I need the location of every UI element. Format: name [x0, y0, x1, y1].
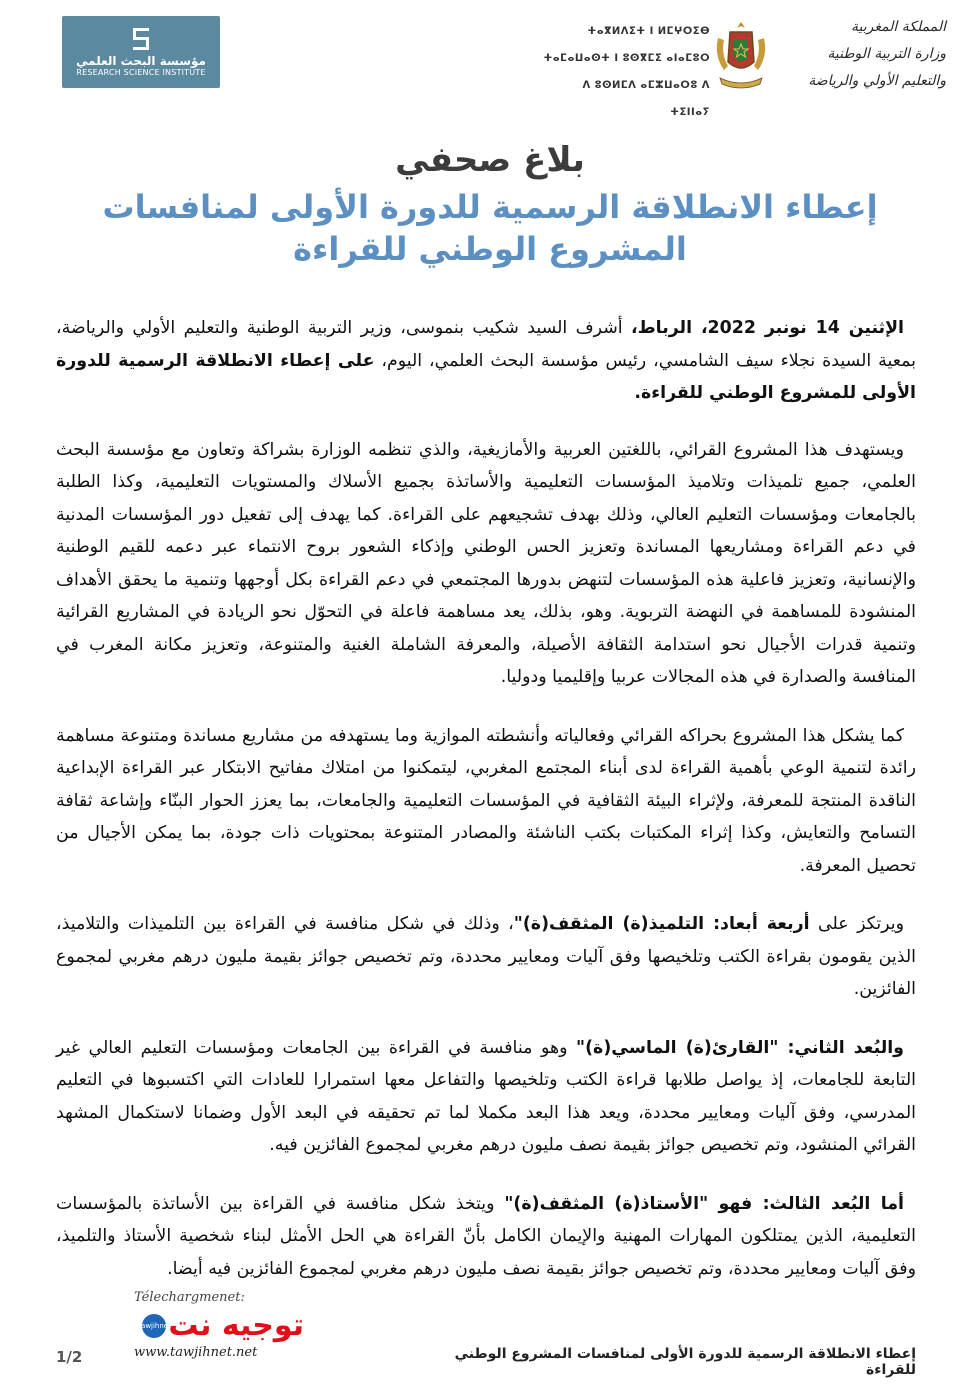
dimension-three-title: أما البُعد الثالث: فهو "الأستاذ(ة) المثقف(ة)" [504, 1193, 904, 1214]
watermark-logo [134, 1309, 304, 1343]
subtitle-line-1: إعطاء الانطلاقة الرسمية للدورة الأولى لمنافسات [102, 188, 878, 226]
tifinagh-line: ⵜⴰⵎⴰⵡⴰⵙⵜ ⵏ ⵓⵙⴳⵎⵉ ⴰⵏⴰⵎⵓⵔ [543, 53, 710, 64]
intro-highlight: على إعطاء الانطلاقة الرسمية للدورة الأولى للمشروع الوطني للقراءة. [56, 350, 916, 403]
title-block [80, 138, 900, 270]
institute-name-english: RESEARCH SCIENCE INSTITUTE [76, 67, 206, 77]
paragraph-dimension-two [56, 1032, 916, 1162]
moroccan-coat-of-arms-icon [712, 18, 770, 92]
page-subtitle [80, 186, 900, 270]
page-title: بلاغ صحفي [395, 140, 585, 180]
dimension-one-text: ، وذلك في شكل منافسة في القراءة بين التلميذات والتلاميذ، الذين يقومون بقراءة الكتب وتلخيصها وفق آليات ومعايير محددة، وتم تخصيص جوائز بقيمة مليون درهم مغربي لمجموع الفائزين. [56, 914, 916, 999]
dimension-three-text: ويتخذ شكل منافسة في القراءة بين الأساتذة بالمؤسسات التعليمية، الذين يمتلكون المهارات المهنية والإيمان الكامل بأنّ القراءة هي الحل الأمثل لبناء شخصية الأستاذ والتلميذ، وفق آليات ومعايير محددة، وتم تخصيص جوائز بقيمة نصف مليون درهم مغربي لمجموع الفائزين فيه أيضا. [56, 1193, 916, 1279]
ministry-name [770, 14, 946, 95]
watermark-url: www.tawjihnet.net [134, 1345, 258, 1360]
dimension-one-intro: ويرتكز على [809, 914, 904, 934]
tifinagh-ministry-name [540, 18, 710, 126]
ministry-line: والتعليم الأولي والرياضة [808, 73, 946, 89]
paragraph-dimension-three [56, 1188, 916, 1286]
watermark-word: توجيه نت [168, 1308, 304, 1343]
intro-text: أشرف السيد شكيب بنموسى، وزير التربية الوطنية والتعليم الأولي والرياضة، بمعية السيدة نجلاء سيف الشامسي، رئيس مؤسسة البحث العلمي، اليوم، [56, 318, 916, 371]
institute-name-arabic: مؤسسة البحث العلمي [76, 53, 206, 68]
press-release-body [56, 312, 916, 1311]
paragraph-dimension-one [56, 908, 916, 1006]
ministry-line: المملكة المغربية [850, 19, 946, 35]
tifinagh-line: ⴷ ⵓⵙⵍⵎⴷ ⴰⵎⵣⵡⴰⵔⵓ ⴷ ⵜⵉⵏⵏⴰⵢ [582, 80, 710, 118]
dimension-two-title: والبُعد الثاني: "القارئ(ة) الماسي(ة)" [576, 1037, 904, 1058]
watermark-tag: Télechargmenet: [134, 1290, 245, 1305]
page-number: 1/2 [56, 1348, 83, 1366]
institute-mark-icon [124, 27, 158, 51]
paragraph-contribution: كما يشكل هذا المشروع بحراكه القرائي وفعالياته وأنشطته الموازية وما يستهدفه من مشاريع مساندة ومتنوعة مساهمة رائدة لتنمية الوعي بأهمية القراءة لدى أبناء المجتمع المغربي، ليتمكنوا من امتلاك مفاتيح الابتكار عبر القراءة الإبداعية الناقدة المنتجة للمعرفة، ولإثراء البيئة الثقافية في المؤسسات التعليمية والجامعات، بما يعزز الحوار البنّاء وإشاعة ثقافة التسامح والتعايش، وكذا إثراء المكتبات بكتب الناشئة والمصادر المتنوعة بمحتويات ذات جودة، بما يمكن الأجيال من تحصيل المعرفة. [56, 725, 916, 876]
subtitle-line-2: المشروع الوطني للقراءة [293, 230, 687, 268]
running-footer-title: إعطاء الانطلاقة الرسمية للدورة الأولى لمنافسات المشروع الوطني للقراءة [454, 1346, 916, 1378]
ministry-line: وزارة التربية الوطنية [827, 46, 946, 62]
tawjihnet-watermark [134, 1290, 304, 1370]
paragraph-intro [56, 312, 916, 410]
dimension-one-title: أربعة أبعاد: التلميذ(ة) المثقف(ة)" [513, 914, 810, 934]
tifinagh-line: ⵜⴰⴳⵍⴷⵉⵜ ⵏ ⵍⵎⵖⵔⵉⴱ [587, 26, 710, 37]
date-location: الإثنين 14 نونبر 2022، الرباط، [631, 318, 904, 338]
dimension-two-text: وهو منافسة في القراءة بين الجامعات ومؤسسات التعليم العالي غير التابعة للجامعات، إذ يواصل طلابها قراءة الكتب وتلخيصها والتفاعل معها استمرارا للعادات التي اكتسبوها في التعليم المدرسي، وفق آليات ومعايير محددة، ويعد هذا البعد مكملا لما تم تحقيقه في البعد الأول وضمانا لاستكمال المشهد القرائي المنشود، وتم تخصيص جوائز بقيمة نصف مليون درهم مغربي لمجموع الفائزين فيه. [56, 1037, 916, 1155]
research-science-institute-logo [62, 16, 220, 88]
watermark-globe-icon: Tawjihnet [142, 1314, 166, 1338]
paragraph-objectives: ويستهدف هذا المشروع القرائي، باللغتين العربية والأمازيغية، والذي تنظمه الوزارة بشراكة وتعاون مع مؤسسة البحث العلمي، جميع تلميذات وتلاميذ المؤسسات التعليمية والأساتذة بجميع الأسلاك والمستويات التعليمية، وكذا الطلبة بالجامعات ومؤسسات التعليم العالي، وذلك بهدف تشجيعهم على القراءة. كما يهدف إلى تفعيل دور المؤسسات المدنية في دعم القراءة ومشاريعها المساندة وتعزيز الحس الوطني وإذكاء الشعور بروح الانتماء عبر دعمه للقيم الوطنية والإنسانية، وتعزيز فاعلية هذه المؤسسات لتنهض بدورها المجتمعي في دعم القراءة بكل أوجهها وتنمية ما يحقق الأهداف المنشودة للمساهمة في النهضة التربوية. وهو، بذلك، يعد مساهمة فاعلة في التحوّل نحو الريادة في المشاريع القرائية وتنمية قدرات الأجيال نحو استدامة الثقافة الأصيلة، والمعرفة الشاملة الغنية والمتنوعة، وتعزيز مكانة المغرب في المنافسة والصدارة في هذه المجالات عربيا وإقليميا ودوليا. [56, 439, 916, 687]
